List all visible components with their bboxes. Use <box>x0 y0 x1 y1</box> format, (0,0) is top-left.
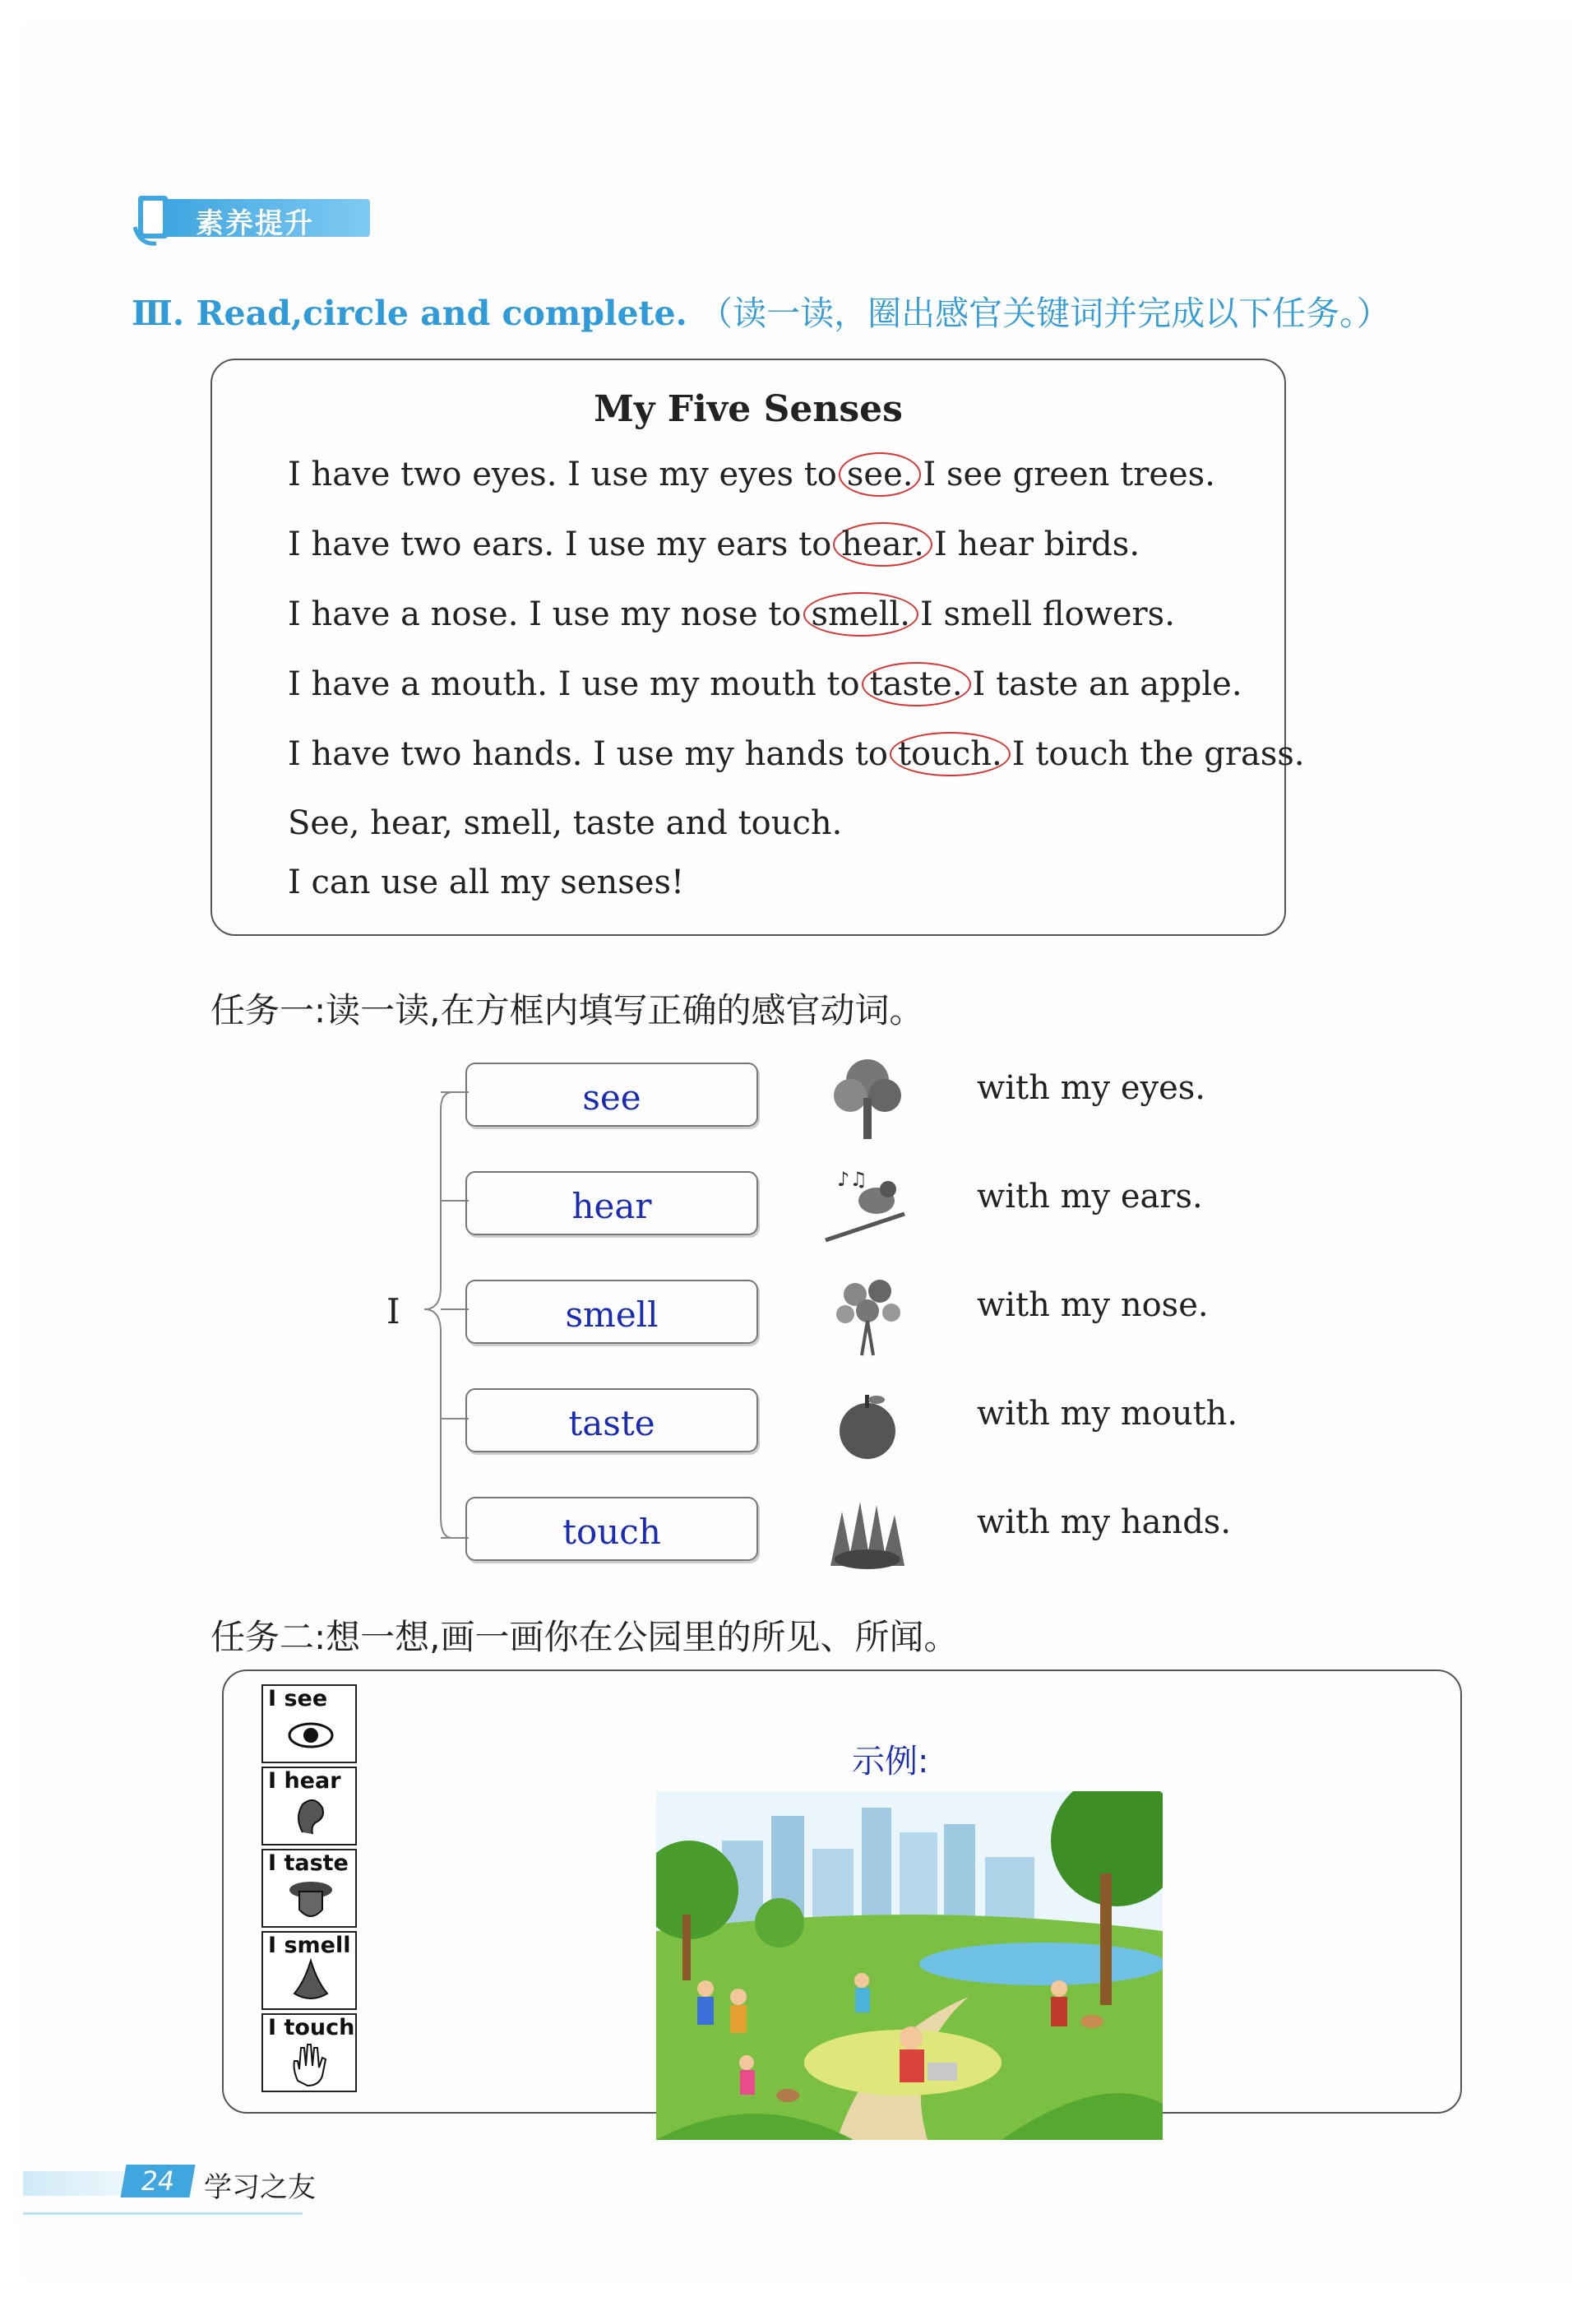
sense-card <box>261 1684 357 1763</box>
answer-box[interactable]: touch <box>465 1497 758 1561</box>
answer-box[interactable]: smell <box>465 1280 758 1344</box>
section-instruction-en: Read,circle and complete. <box>196 294 687 333</box>
answer-box[interactable]: taste <box>465 1388 758 1452</box>
badge-label: 素养提升 <box>196 207 314 240</box>
line-text: I smell flowers. <box>919 595 1175 633</box>
sense-card <box>261 2013 357 2092</box>
line-text: I have two ears. I use my ears to <box>288 526 832 563</box>
page-number: 24 <box>120 2165 195 2197</box>
line-text: I have a mouth. I use my mouth to <box>288 665 860 703</box>
ear-icon <box>286 1793 335 1841</box>
sense-label: I taste <box>268 1850 349 1876</box>
section-heading <box>132 286 1390 335</box>
circled-keyword[interactable]: see. <box>839 452 922 497</box>
circled-keyword[interactable]: smell. <box>803 592 918 637</box>
tree-icon <box>822 1053 913 1143</box>
passage-line <box>288 522 1140 567</box>
sense-card <box>261 1931 357 2010</box>
circled-keyword[interactable]: touch. <box>890 732 1011 776</box>
with-phrase: with my ears. <box>977 1178 1203 1216</box>
task1-label: 任务一:读一读,在方框内填写正确的感官动词。 <box>210 990 924 1030</box>
line-text: I have two eyes. I use my eyes to <box>288 456 837 493</box>
closing-line: See, hear, smell, taste and touch. <box>288 804 843 842</box>
sense-label: I see <box>268 1686 328 1711</box>
line-text: I have a nose. I use my nose to <box>288 595 802 633</box>
reading-passage-box <box>210 359 1305 936</box>
footer-rule <box>23 2212 303 2215</box>
passage-line <box>288 592 1175 637</box>
answer-box[interactable]: see <box>465 1063 758 1127</box>
line-text: I touch the grass. <box>1011 735 1305 773</box>
sense-strip <box>261 1684 359 2102</box>
answer-box[interactable]: hear <box>465 1171 758 1235</box>
task2-label: 任务二:想一想,画一画你在公园里的所见、所闻。 <box>210 1617 959 1657</box>
sense-card <box>261 1849 357 1928</box>
flowers-icon <box>822 1270 913 1360</box>
circled-keyword[interactable]: taste. <box>862 662 971 706</box>
with-phrase: with my eyes. <box>977 1069 1206 1107</box>
line-text: I have two hands. I use my hands to <box>288 735 888 773</box>
circled-keyword[interactable]: hear. <box>833 522 932 567</box>
svg-text:♪♫: ♪♫ <box>837 1168 867 1191</box>
subject-i: I <box>386 1291 400 1331</box>
section-badge <box>132 191 378 248</box>
example-label: 示例: <box>852 1743 929 1781</box>
closing-line: I can use all my senses! <box>288 864 685 901</box>
grass-icon <box>822 1487 913 1577</box>
with-phrase: with my nose. <box>977 1286 1209 1324</box>
passage-title: My Five Senses <box>594 388 903 430</box>
section-numeral: Ⅲ. <box>132 294 185 333</box>
eye-icon <box>286 1711 335 1758</box>
line-text: I hear birds. <box>934 526 1140 563</box>
sense-card <box>261 1767 357 1845</box>
passage-line <box>288 662 1242 706</box>
sense-label: I smell <box>268 1933 351 1958</box>
passage-line <box>288 732 1305 776</box>
nose-icon <box>286 1957 335 2005</box>
line-text: I see green trees. <box>923 456 1215 493</box>
apple-icon <box>822 1378 913 1469</box>
tongue-icon <box>286 1875 335 1923</box>
passage-line <box>288 452 1215 497</box>
line-text: I taste an apple. <box>972 665 1242 703</box>
with-phrase: with my hands. <box>977 1503 1232 1541</box>
bird-icon <box>822 1161 913 1252</box>
with-phrase: with my mouth. <box>977 1395 1238 1433</box>
sense-label: I hear <box>268 1768 341 1794</box>
hand-icon <box>286 2040 335 2087</box>
section-instruction-cn: （读一读，圈出感官关键词并完成以下任务。） <box>699 294 1390 333</box>
footer-title: 学习之友 <box>204 2171 316 2204</box>
park-illustration <box>656 1791 1163 2140</box>
sense-label: I touch <box>268 2015 355 2040</box>
